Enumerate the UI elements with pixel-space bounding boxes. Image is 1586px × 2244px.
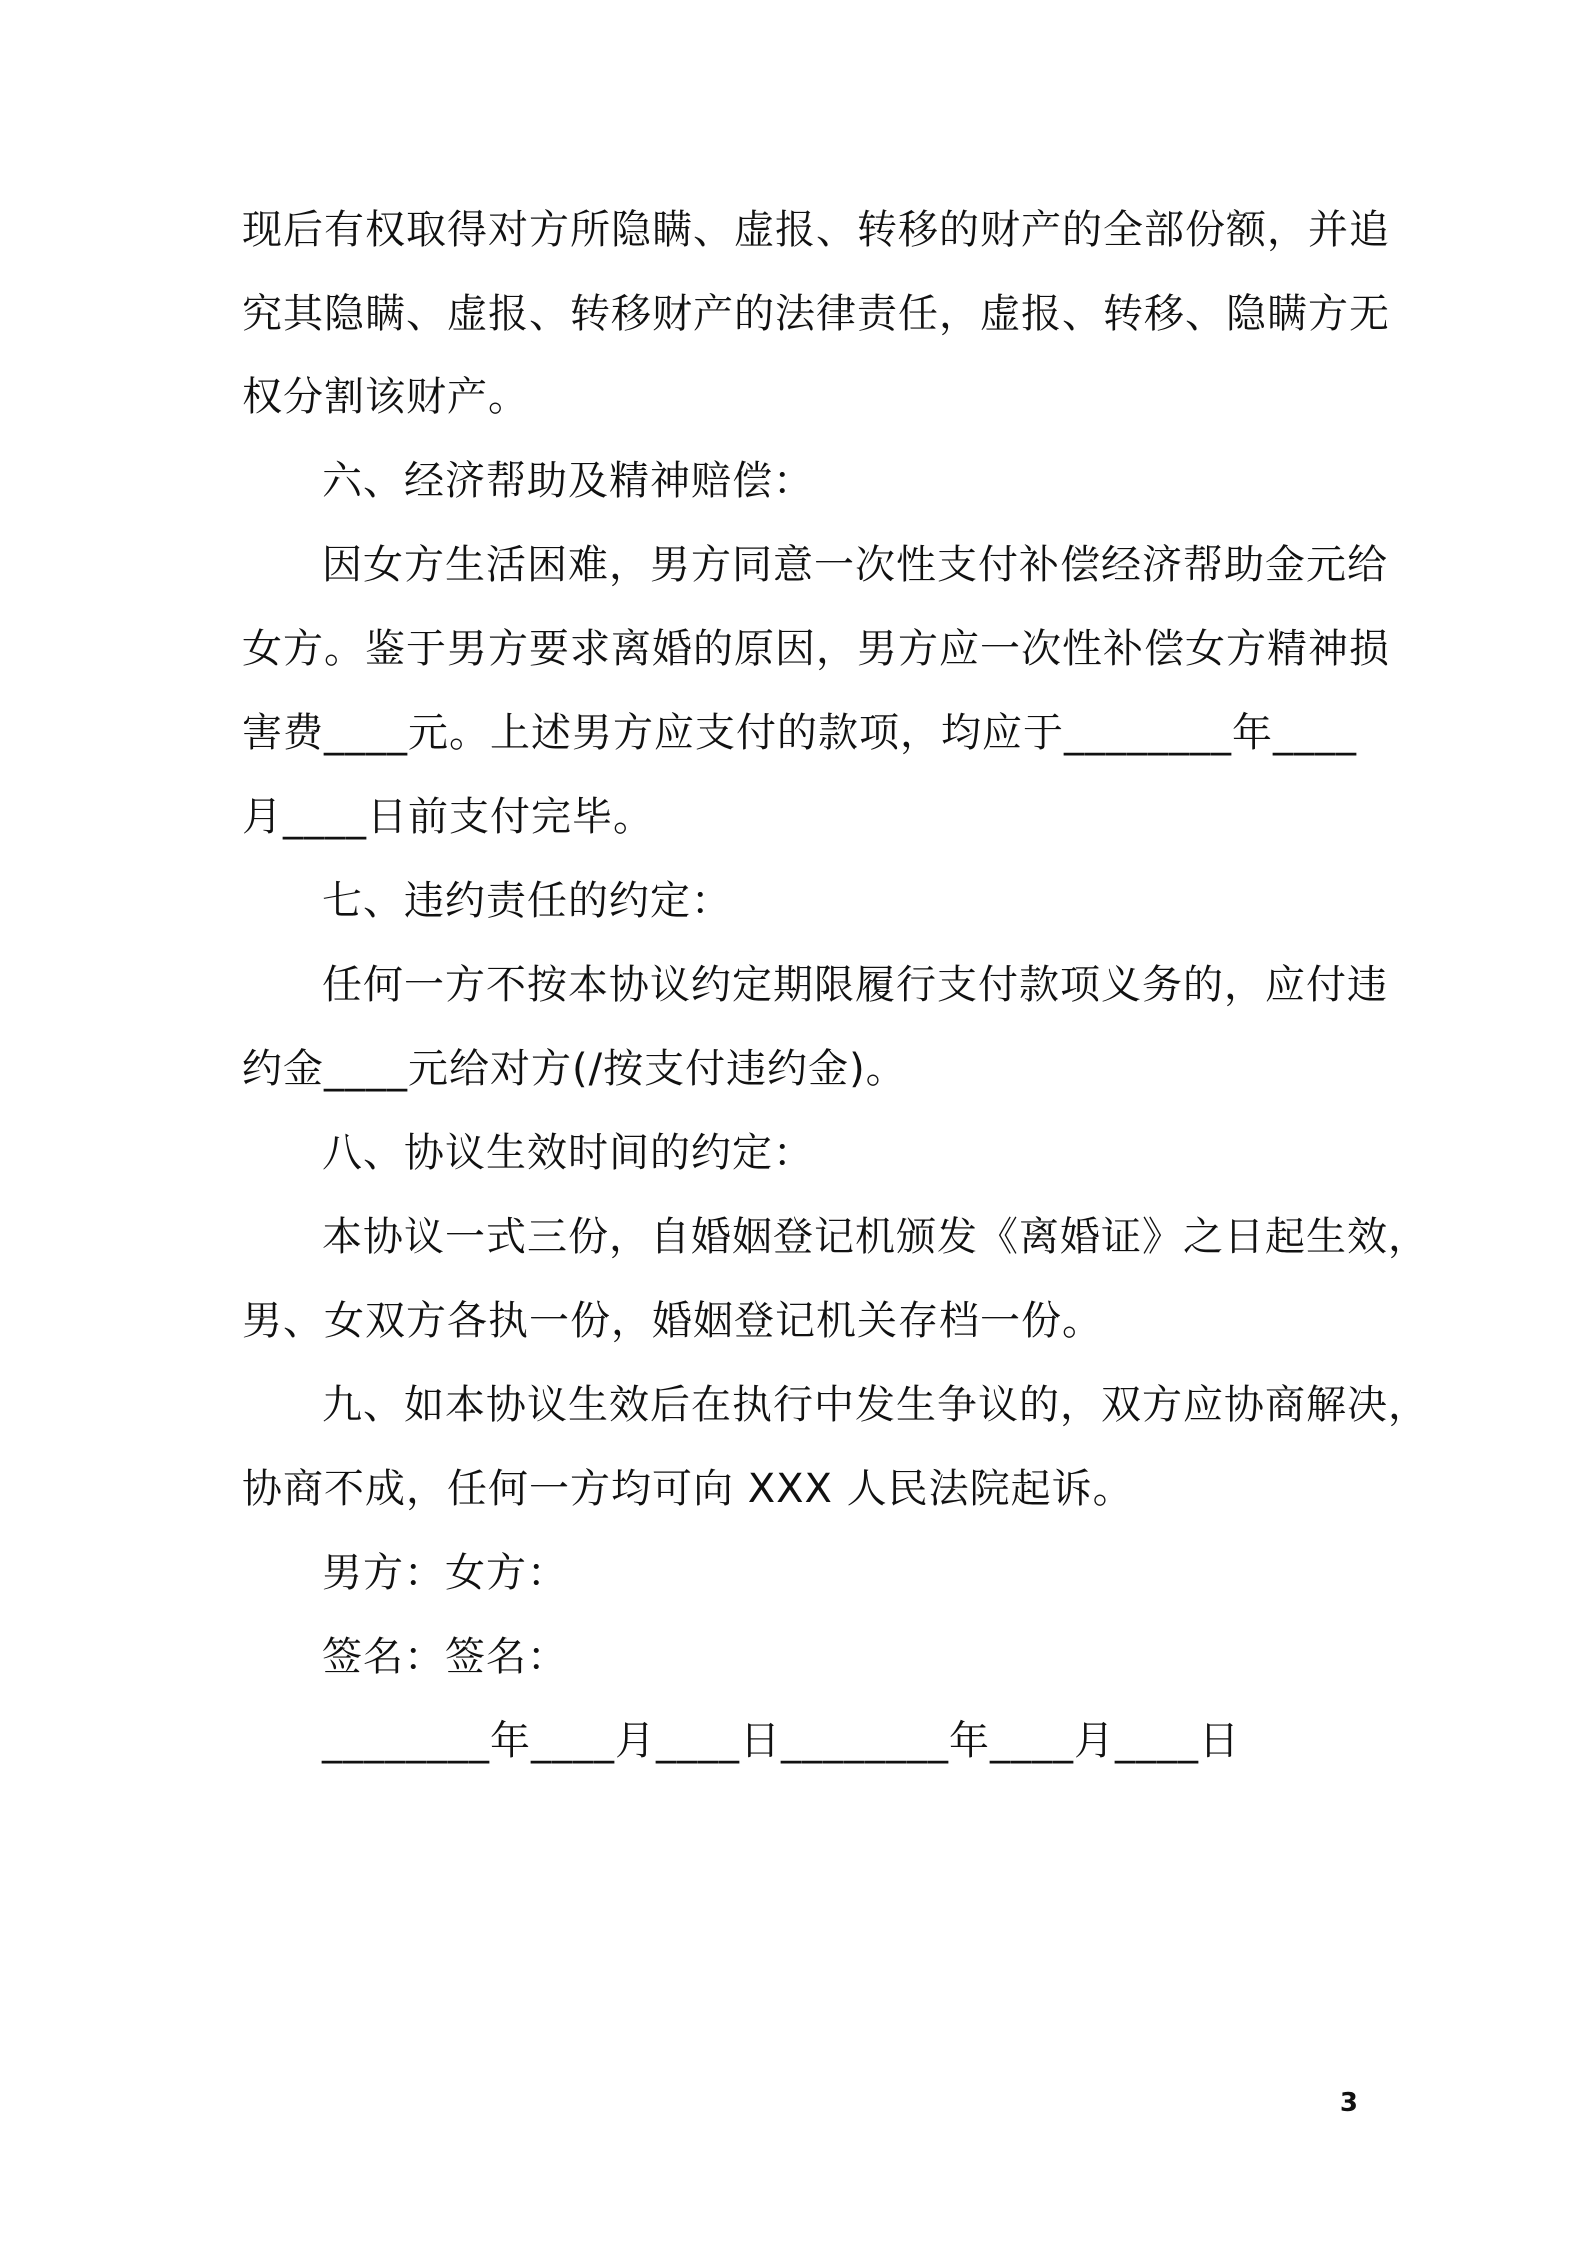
body-line: 约金____元给对方(/按支付违约金)。 (242, 1046, 907, 1092)
section-heading-8: 八、协议生效时间的约定： (322, 1130, 814, 1176)
section-heading-7: 七、违约责任的约定： (322, 878, 732, 924)
body-line: 月____日前支付完毕。 (242, 794, 654, 840)
body-line: 男、女双方各执一份，婚姻登记机关存档一份。 (242, 1298, 1103, 1344)
body-line: 权分割该财产。 (242, 374, 529, 420)
body-line: 现后有权取得对方所隐瞒、虚报、转移的财产的全部份额，并追 (242, 207, 1390, 253)
date-blanks: ________年____月____日________年____月____日 (322, 1718, 1240, 1764)
body-line: 因女方生活困难，男方同意一次性支付补偿经济帮助金元给 (322, 542, 1388, 588)
body-line: 任何一方不按本协议约定期限履行支付款项义务的，应付违 (322, 962, 1388, 1008)
body-line: 害费____元。上述男方应支付的款项，均应于________年____ (242, 710, 1357, 756)
party-labels: 男方：女方： (322, 1550, 568, 1596)
page-number: 3 (1339, 2088, 1358, 2118)
body-line: 女方。鉴于男方要求离婚的原因，男方应一次性补偿女方精神损 (242, 626, 1390, 672)
section-heading-9: 九、如本协议生效后在执行中发生争议的，双方应协商解决， (322, 1382, 1429, 1428)
body-line: 协商不成，任何一方均可向 XXX 人民法院起诉。 (242, 1466, 1134, 1512)
body-line: 本协议一式三份，自婚姻登记机颁发《离婚证》之日起生效， (322, 1214, 1429, 1260)
body-line: 究其隐瞒、虚报、转移财产的法律责任，虚报、转移、隐瞒方无 (242, 291, 1390, 337)
section-heading-6: 六、经济帮助及精神赔偿： (322, 458, 814, 504)
signature-labels: 签名：签名： (322, 1634, 568, 1680)
